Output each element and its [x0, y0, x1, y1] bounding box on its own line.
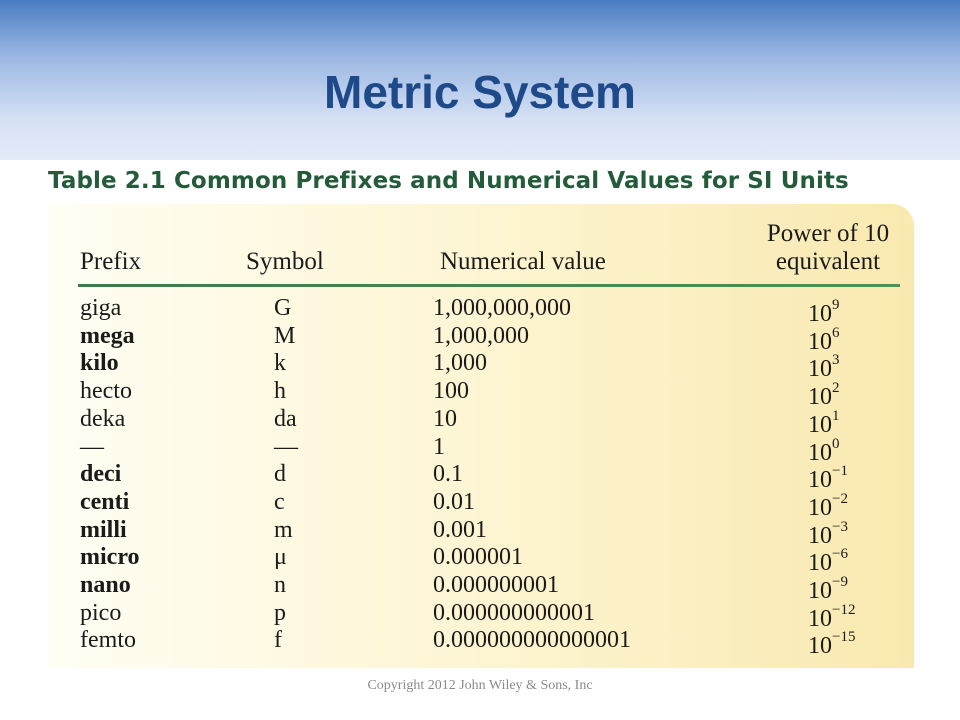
numerical-value-cell: 1 — [433, 433, 445, 460]
symbol-cell: M — [274, 322, 296, 349]
numerical-value-cell: 0.000001 — [433, 544, 523, 571]
power-base: 10 — [808, 578, 832, 604]
header-power-of-10 — [738, 220, 918, 276]
table-row — [48, 294, 914, 327]
power-exponent: −6 — [832, 546, 848, 563]
power-exponent: 0 — [832, 435, 840, 452]
prefix-cell: milli — [80, 516, 127, 543]
symbol-cell: da — [274, 405, 297, 432]
prefix-cell: centi — [80, 488, 130, 515]
power-base: 10 — [808, 411, 832, 438]
table-caption: Table 2.1 Common Prefixes and Numerical Values for SI Units — [48, 168, 849, 194]
symbol-cell: f — [274, 627, 282, 654]
power-exponent: −3 — [832, 518, 848, 535]
table-row — [48, 571, 914, 604]
header-numerical-value: Numerical value — [440, 248, 606, 275]
table-row — [48, 516, 914, 549]
numerical-value-cell: 0.1 — [433, 461, 463, 488]
table-row — [48, 405, 914, 438]
prefix-cell: micro — [80, 544, 140, 571]
power-exponent: 2 — [832, 380, 840, 397]
power-base: 10 — [808, 328, 832, 355]
symbol-cell: k — [274, 350, 286, 377]
table-row — [48, 433, 914, 466]
power-exponent: 1 — [832, 407, 840, 424]
prefix-cell: giga — [80, 295, 122, 321]
power-exponent: −15 — [832, 629, 856, 646]
power-exponent: −2 — [832, 490, 848, 507]
prefix-cell: mega — [80, 322, 135, 349]
table-row — [48, 322, 914, 355]
power-base: 10 — [808, 633, 832, 660]
header-power-line1: Power of 10 — [766, 220, 890, 247]
power-base: 10 — [808, 439, 832, 466]
copyright-notice: Copyright 2012 John Wiley & Sons, Inc — [367, 678, 593, 693]
power-exponent: 9 — [832, 297, 840, 313]
prefix-cell: nano — [80, 572, 131, 598]
symbol-cell: d — [274, 461, 286, 488]
prefix-cell: hecto — [80, 378, 132, 405]
numerical-value-cell: 1,000,000 — [433, 322, 529, 349]
header-power-line2: equivalent — [775, 248, 881, 275]
numerical-value-cell: 1,000,000,000 — [433, 295, 571, 321]
symbol-cell: G — [274, 295, 292, 321]
table-row — [48, 543, 914, 577]
power-base: 10 — [808, 605, 832, 632]
symbol-cell: c — [274, 488, 285, 515]
power-base: 10 — [808, 467, 832, 494]
power-base: 10 — [808, 384, 832, 411]
numerical-value-cell: 0.000000000001 — [433, 599, 595, 626]
symbol-cell: m — [274, 516, 293, 543]
numerical-value-cell: 100 — [433, 378, 469, 405]
slide-title: Metric System — [324, 66, 636, 118]
symbol-cell: h — [274, 378, 286, 405]
prefix-cell: pico — [80, 599, 122, 626]
header-prefix: Prefix — [80, 248, 142, 275]
power-base: 10 — [808, 494, 832, 521]
power-base: 10 — [808, 356, 832, 383]
prefix-cell: deka — [80, 405, 126, 432]
table-row — [48, 626, 914, 660]
power-of-10-cell — [808, 626, 855, 660]
numerical-value-cell: 1,000 — [433, 350, 487, 377]
table-row — [48, 460, 914, 494]
symbol-cell: n — [274, 572, 286, 598]
power-exponent: −12 — [832, 601, 856, 618]
table-row — [48, 377, 914, 411]
numerical-value-cell: 0.000000001 — [433, 572, 559, 598]
si-prefix-table — [48, 204, 914, 668]
numerical-value-cell: 0.001 — [433, 516, 487, 543]
power-base: 10 — [808, 550, 832, 577]
power-exponent: 3 — [832, 352, 840, 369]
symbol-cell: μ — [274, 544, 287, 571]
table-row — [48, 599, 914, 632]
power-exponent: −1 — [832, 463, 848, 480]
power-exponent: 6 — [832, 324, 840, 341]
numerical-value-cell: 10 — [433, 405, 457, 432]
header-symbol: Symbol — [246, 248, 324, 275]
prefix-cell: femto — [80, 627, 136, 654]
prefix-cell: — — [80, 433, 104, 460]
table-row — [48, 349, 914, 383]
symbol-cell: — — [274, 433, 298, 460]
prefix-cell: kilo — [80, 350, 119, 377]
power-exponent: −9 — [832, 574, 848, 590]
power-base: 10 — [808, 522, 832, 549]
prefix-cell: deci — [80, 461, 122, 488]
numerical-value-cell: 0.01 — [433, 488, 475, 515]
table-row — [48, 488, 914, 521]
header-rule — [78, 284, 900, 287]
power-base: 10 — [808, 301, 832, 327]
numerical-value-cell: 0.000000000000001 — [433, 627, 631, 654]
symbol-cell: p — [274, 599, 286, 626]
